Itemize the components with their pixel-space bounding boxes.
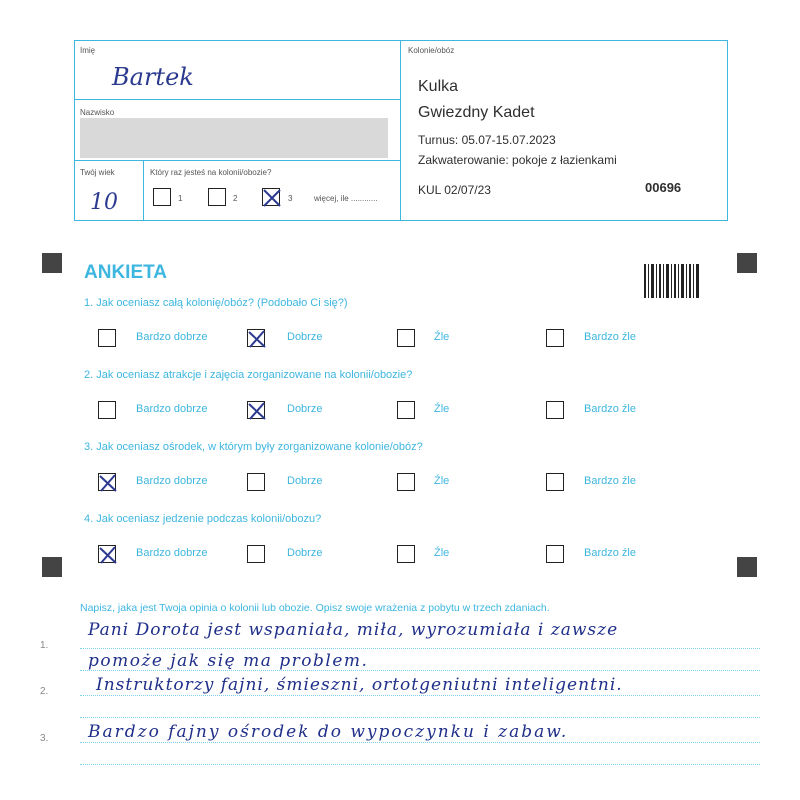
check-mark-icon (97, 544, 119, 566)
question-2-text: 2. Jak oceniasz atrakcje i zajęcia zorganizowane na kolonii/obozie? (84, 369, 413, 381)
name-value: Bartek (112, 63, 194, 91)
question-3-option-label: Bardzo dobrze (136, 475, 208, 487)
question-3-checkbox-1[interactable] (98, 473, 116, 491)
question-2-option-label: Źle (434, 403, 450, 415)
question-2-checkbox-3[interactable] (397, 401, 415, 419)
answer-line-2b (80, 717, 760, 718)
times-checkbox-1[interactable] (153, 188, 171, 206)
age-value: 10 (90, 190, 118, 215)
question-2-option-label: Bardzo źle (584, 403, 636, 415)
handwritten-line-2: pomoże jak się ma problem. (88, 651, 369, 671)
header-rule-2 (74, 160, 401, 161)
question-2-option-label: Dobrze (287, 403, 323, 415)
handwritten-line-3: Instruktorzy fajni, śmieszni, ortotgeniutni inteligentni. (96, 675, 623, 695)
question-1-option-label: Dobrze (287, 331, 323, 343)
times-option-2: 2 (233, 194, 238, 203)
question-3-text: 3. Jak oceniasz ośrodek, w którym były zorganizowane kolonie/obóz? (84, 441, 423, 453)
camp-program: Gwiezdny Kadet (418, 104, 535, 121)
header-divider (400, 40, 401, 220)
check-mark-icon (261, 187, 283, 209)
check-mark-icon (246, 400, 268, 422)
corner-mark-top-right (737, 253, 757, 273)
barcode-icon (644, 264, 700, 298)
line-number-1: 1. (40, 640, 49, 651)
surname-redaction (80, 118, 388, 158)
times-checkbox-2[interactable] (208, 188, 226, 206)
question-1-checkbox-1[interactable] (98, 329, 116, 347)
answer-line-3b (80, 764, 760, 765)
corner-mark-top-left (42, 253, 62, 273)
question-4-option-label: Bardzo źle (584, 547, 636, 559)
question-4-option-label: Dobrze (287, 547, 323, 559)
times-label: Który raz jesteś na kolonii/obozie? (150, 168, 272, 177)
age-label: Twój wiek (80, 168, 115, 177)
question-3-option-label: Źle (434, 475, 450, 487)
question-1-checkbox-3[interactable] (397, 329, 415, 347)
name-label: Imię (80, 46, 96, 55)
zakwaterowanie: Zakwaterowanie: pokoje z łazienkami (418, 153, 617, 167)
line-number-2: 2. (40, 686, 49, 697)
camp-label: Kolonie/obóz (408, 46, 455, 55)
times-option-more: więcej, ile ............ (314, 194, 378, 203)
line-number-3: 3. (40, 733, 49, 744)
opinion-prompt: Napisz, jaka jest Twoja opinia o kolonii lub obozie. Opisz swoje wrażenia z pobytu w trzech zdaniach. (80, 602, 550, 614)
answer-line-2 (80, 695, 760, 696)
question-4-text: 4. Jak oceniasz jedzenie podczas kolonii/obozu? (84, 513, 322, 525)
question-2-checkbox-4[interactable] (546, 401, 564, 419)
check-mark-icon (246, 328, 268, 350)
question-4-option-label: Bardzo dobrze (136, 547, 208, 559)
question-1-text: 1. Jak oceniasz całą kolonię/obóz? (Podobało Ci się?) (84, 297, 348, 309)
camp-name: Kulka (418, 78, 459, 95)
question-4-checkbox-4[interactable] (546, 545, 564, 563)
corner-mark-bottom-right (737, 557, 757, 577)
survey-title: ANKIETA (84, 262, 168, 283)
handwritten-line-4: Bardzo fajny ośrodek do wypoczynku i zabaw. (88, 722, 569, 742)
question-1-option-label: Bardzo źle (584, 331, 636, 343)
answer-line-1 (80, 648, 760, 649)
form-number: 00696 (645, 180, 682, 195)
header-rule-1 (74, 99, 401, 100)
times-option-1: 1 (178, 194, 183, 203)
question-4-checkbox-3[interactable] (397, 545, 415, 563)
question-3-option-label: Bardzo źle (584, 475, 636, 487)
turnus: Turnus: 05.07-15.07.2023 (418, 133, 556, 147)
question-1-option-label: Źle (434, 331, 450, 343)
header-rule-3 (143, 160, 144, 220)
surname-label: Nazwisko (80, 108, 115, 117)
question-1-checkbox-4[interactable] (546, 329, 564, 347)
times-option-3: 3 (288, 194, 293, 203)
question-4-checkbox-1[interactable] (98, 545, 116, 563)
corner-mark-bottom-left (42, 557, 62, 577)
question-4-option-label: Źle (434, 547, 450, 559)
check-mark-icon (97, 472, 119, 494)
camp-code: KUL 02/07/23 (418, 183, 491, 197)
question-2-checkbox-2[interactable] (247, 401, 265, 419)
question-1-checkbox-2[interactable] (247, 329, 265, 347)
question-3-option-label: Dobrze (287, 475, 323, 487)
times-checkbox-3[interactable] (262, 188, 280, 206)
question-2-option-label: Bardzo dobrze (136, 403, 208, 415)
question-1-option-label: Bardzo dobrze (136, 331, 208, 343)
question-3-checkbox-2[interactable] (247, 473, 265, 491)
question-3-checkbox-3[interactable] (397, 473, 415, 491)
question-3-checkbox-4[interactable] (546, 473, 564, 491)
question-2-checkbox-1[interactable] (98, 401, 116, 419)
answer-line-3 (80, 742, 760, 743)
question-4-checkbox-2[interactable] (247, 545, 265, 563)
handwritten-line-1: Pani Dorota jest wspaniała, miła, wyrozumiała i zawsze (88, 620, 619, 640)
